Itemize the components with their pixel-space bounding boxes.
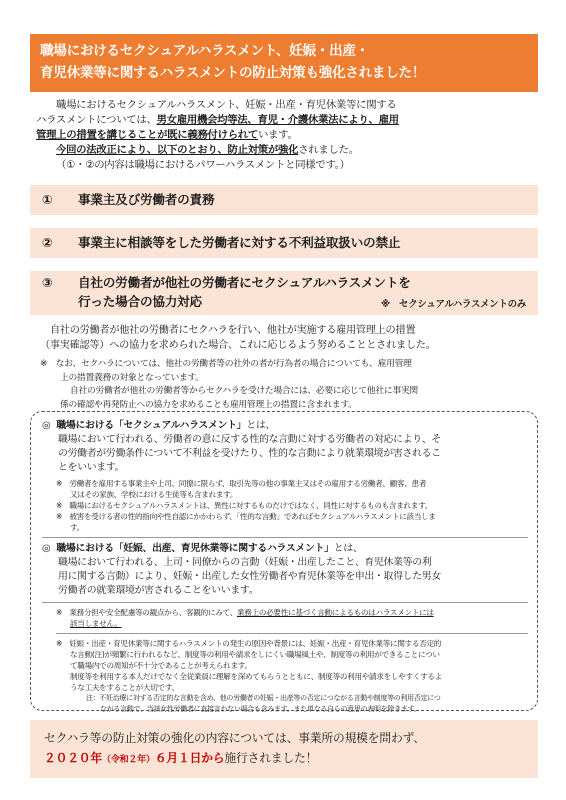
bullet-icon: ◎: [42, 543, 51, 554]
enforcement-date: ６月１日から: [154, 751, 225, 765]
title-banner: [30, 34, 538, 92]
definition-2-notes: [42, 607, 528, 715]
body-text: 自社の労働者が他社の労働者にセクハラを行い、他社が実施する雇用管理上の措置: [50, 325, 416, 336]
banner-text: 施行されました！: [224, 751, 318, 765]
section-2-heading: [30, 228, 538, 258]
section-note: ※ セクシュアルハラスメントのみ: [380, 299, 526, 310]
intro-text: されました。: [298, 144, 359, 156]
section-3-notes: [40, 358, 536, 412]
divider: [42, 537, 528, 538]
section-title: 自社の労働者が他社の労働者にセクシュアルハラスメントを: [78, 275, 411, 290]
section-number: ②: [42, 235, 53, 250]
note-text: ※ 職場におけるセクシュアルハラスメントは、異性に対するものだけではなく、同性に対するものも含まれます。: [56, 501, 433, 510]
definition-1-notes: [42, 478, 528, 533]
note-text-underlined: 該当しません。: [70, 619, 122, 628]
definition-heading: 職場における「妊娠、出産、育児休業等に関するハラスメント」: [56, 543, 334, 554]
divider: [56, 633, 528, 634]
definition-heading: 職場における「セクシュアルハラスメント」: [56, 420, 247, 431]
enforcement-year: ２０２０年: [44, 751, 102, 765]
note-text: 又はその家族、学校における生徒等も含まれます。: [70, 490, 238, 499]
definition-text: 職場において行われる、上司・同僚からの言動（妊娠・出産したこと、育児休業等の利: [58, 557, 432, 568]
section-title: 行った場合の協力対応: [78, 294, 202, 309]
definition-heading-tail: とは、: [246, 420, 275, 431]
note-text: 係の確認や再発防止への協力を求めることも雇用管理上の措置に含まれます。: [60, 399, 357, 410]
note-text: ※ 業務分担や安全配慮等の観点から、客観的にみて、: [56, 608, 237, 617]
definition-text: 用に関する言動）により、妊娠・出産した女性労働者や育児休業等を申出・取得した男女: [58, 571, 442, 582]
section-title: 事業主に相談等をした労働者に対する不利益取扱いの禁止: [78, 235, 401, 250]
section-1-heading: [30, 185, 538, 215]
note-text: ※ 被害を受ける者の性的指向や性自認にかかわらず、「性的な言動」であればセクシュアルハラスメントに該当しま: [56, 512, 436, 521]
divider: [42, 602, 528, 603]
note-text: ながる言動で、当該女性労働者に直接言わない場合も含みます。また単なる自らの意思の表明を除きます。: [100, 705, 421, 713]
note-text: す。: [70, 523, 84, 532]
note-text: 注：不妊治療に対する否定的な言動を含め、他の労働者の妊娠・出産等の否定につながる言動や制度等の利用否定につ: [86, 694, 441, 702]
section-3-body: [40, 324, 536, 353]
section-3-heading: [30, 271, 538, 315]
definition-heading-tail: とは、: [333, 543, 363, 554]
note-text: ※ なお、セクハラについては、他社の労働者等の社外の者が行為者の場合についても、雇用管理: [40, 359, 412, 369]
note-text: ※ 労働者を雇用する事業主や上司、同僚に限らず、取引先等の他の事業主又はその雇用する労働者、顧客、患者: [56, 479, 427, 488]
intro-text: います。: [258, 129, 298, 141]
note-text: 上の措置義務の対象となっています。: [60, 372, 204, 383]
intro-emphasis: 男女雇用機会均等法、育児・介護休業法により、雇用: [156, 114, 399, 126]
definition-text: 職場において行われる、労働者の意に反する性的な言動に対する労働者の対応により、そ: [58, 434, 442, 445]
banner-text: セクハラ等の防止対策の強化の内容については、事業所の規模を問わず、: [44, 731, 425, 745]
definitions-content: [42, 419, 528, 715]
note-text: 自社の労働者が他社の労働者等からセクハラを受けた場合には、必要に応じて他社に事実関: [70, 386, 418, 396]
note-text: ※ 妊娠・出産・育児休業等に関するハラスメントの発生の原因や背景には、妊娠・出産・育児休業等に関する否定的: [56, 639, 442, 648]
intro-text: 職場におけるセクシュアルハラスメント、妊娠・出産・育児休業等に関する: [56, 99, 397, 111]
enforcement-era: （令和２年）: [102, 755, 155, 765]
intro-emphasis: 今回の法改正により、以下のとおり、防止対策が強化: [56, 144, 299, 156]
enforcement-banner: [30, 720, 538, 778]
note-text: うな工夫をすることが大切です。: [70, 683, 179, 692]
note-text: な言動(注)が頻繁に行われるなど、制度等の利用や請求をしにくい職場風土や、制度等の利用ができることについ: [70, 650, 440, 659]
intro-text: ハラスメントについては、: [36, 114, 157, 126]
body-text: （事実確認等）への協力を求められた場合、これに応じるよう努めることとされました。: [40, 339, 436, 351]
section-title: 事業主及び労働者の責務: [78, 192, 215, 207]
definition-text: 労働者の就業環境が害されることをいいます。: [58, 585, 259, 596]
definition-text: の労働者が労働条件について不利益を受けたり、性的な言動により就業環境が害されるこ: [58, 448, 441, 459]
title-line-2: 育児休業等に関するハラスメントの防止対策も強化されました！: [40, 65, 426, 81]
intro-paragraph: [36, 98, 536, 173]
note-text: て職場内での周知が不十分であることが考えられます。: [70, 661, 252, 670]
note-text: 制度等を利用する本人だけでなく全従業員に理解を深めてもらうとともに、制度等の利用や請求をしやすくするよ: [70, 672, 442, 681]
title-line-1: 職場におけるセクシュアルハラスメント、妊娠・出産・: [40, 43, 369, 59]
section-number: ①: [42, 192, 53, 207]
intro-emphasis: 管理上の措置を講じることが既に義務付けられて: [36, 129, 258, 141]
bullet-icon: ◎: [42, 420, 51, 431]
definition-text: とをいいます。: [58, 462, 125, 473]
note-text-underlined: 業務上の必要性に基づく言動によるものはハラスメントには: [236, 608, 434, 617]
intro-text: （①・②の内容は職場におけるパワーハラスメントと同様です。）: [56, 159, 350, 171]
section-number: ③: [42, 275, 53, 290]
